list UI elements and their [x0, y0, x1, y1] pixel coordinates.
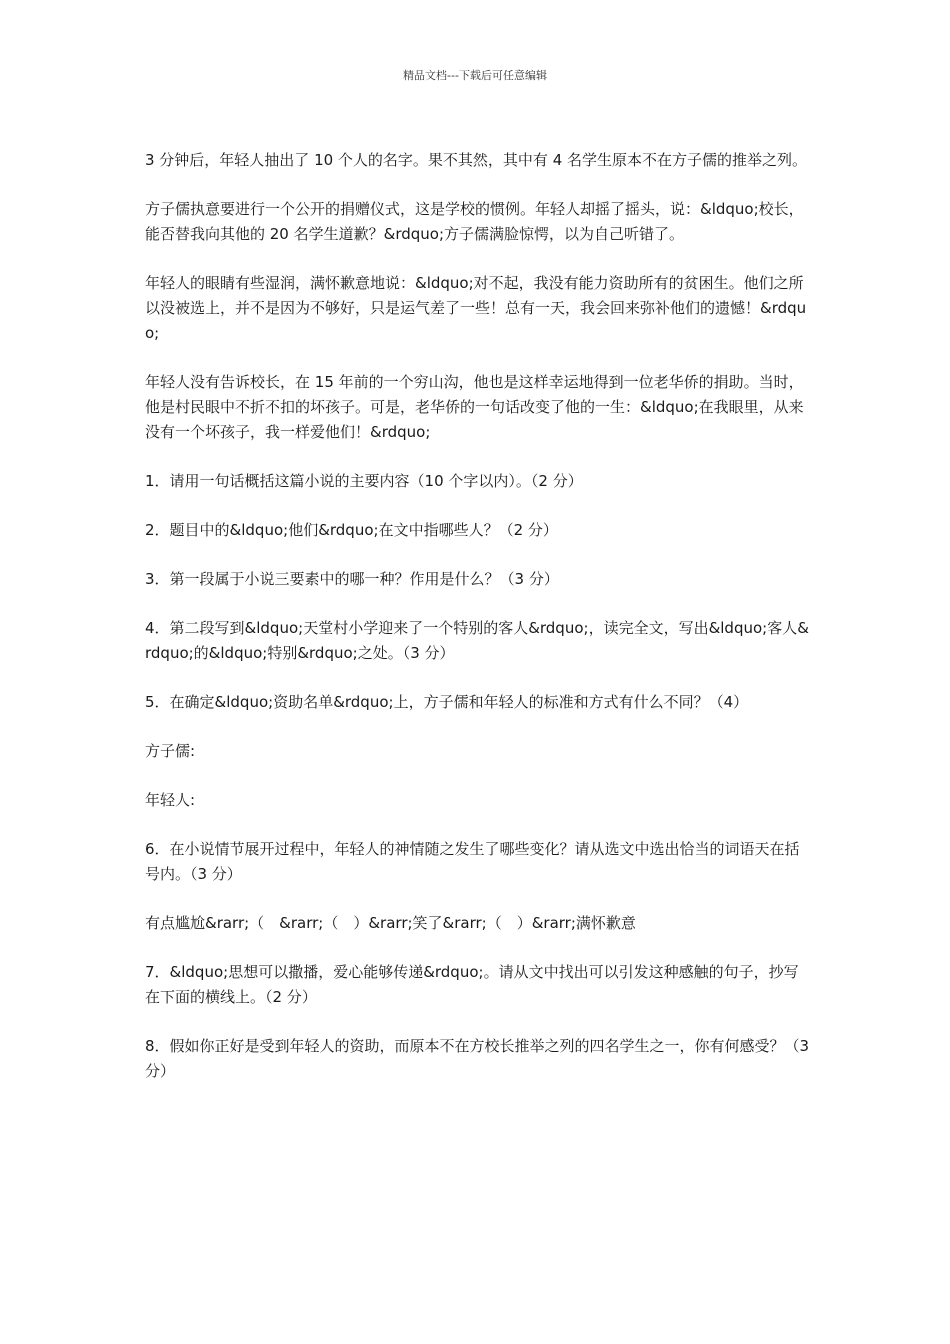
paragraph-3: 年轻人的眼睛有些湿润，满怀歉意地说：&ldquo;对不起，我没有能力资助所有的贫困生。他们之所以没被选上，并不是因为不够好，只是运气差了一些！总有一天，我会回来弥补他们的遗憾！&rdquo; [145, 274, 807, 342]
question-6-blanks: 有点尴尬&rarr;（ &rarr;（ ）&rarr;笑了&rarr;（ ）&rarr;满怀歉意 [145, 914, 636, 932]
question-8: 8．假如你正好是受到年轻人的资助，而原本不在方校长推举之列的四名学生之一，你有何感受？（3 分） [145, 1037, 810, 1080]
question-2: 2．题目中的&ldquo;他们&rdquo;在文中指哪些人？（2 分） [145, 521, 558, 539]
question-5: 5．在确定&ldquo;资助名单&rdquo;上，方子儒和年轻人的标准和方式有什么不同？（4） [145, 693, 749, 711]
answer-label-young-man: 年轻人: [145, 791, 196, 809]
question-6: 6．在小说情节展开过程中，年轻人的神情随之发生了哪些变化？请从选文中选出恰当的词语天在括号内。（3 分） [145, 840, 800, 883]
question-7: 7．&ldquo;思想可以撒播，爱心能够传递&rdquo;。请从文中找出可以引发这种感触的句子，抄写在下面的横线上。（2 分） [145, 963, 799, 1006]
paragraph-1: 3 分钟后，年轻人抽出了 10 个人的名字。果不其然，其中有 4 名学生原本不在方子儒的推举之列。 [145, 151, 808, 169]
question-3: 3．第一段属于小说三要素中的哪一种？作用是什么？（3 分） [145, 570, 559, 588]
paragraph-2: 方子儒执意要进行一个公开的捐赠仪式，这是学校的惯例。年轻人却摇了摇头，说：&ldquo;校长，能否替我向其他的 20 名学生道歉？&rdquo;方子儒满脸惊愕，以为自己听错了。 [145, 200, 804, 243]
paragraph-4: 年轻人没有告诉校长，在 15 年前的一个穷山沟，他也是这样幸运地得到一位老华侨的捐助。当时，他是村民眼中不折不扣的坏孩子。可是，老华侨的一句话改变了他的一生：&ldquo;在我眼里，从来没有一个坏孩子，我一样爱他们！&rdquo; [145, 373, 804, 441]
question-4: 4．第二段写到&ldquo;天堂村小学迎来了一个特别的客人&rdquo;，读完全文，写出&ldquo;客人&rdquo;的&ldquo;特别&rdquo;之处。（3 分） [145, 619, 809, 662]
document-body [145, 148, 813, 1108]
answer-label-fangziru: 方子儒: [145, 742, 196, 760]
question-1: 1．请用一句话概括这篇小说的主要内容（10 个字以内）。（2 分） [145, 472, 583, 490]
page-header: 精品文档---下载后可任意编辑 [403, 69, 547, 82]
